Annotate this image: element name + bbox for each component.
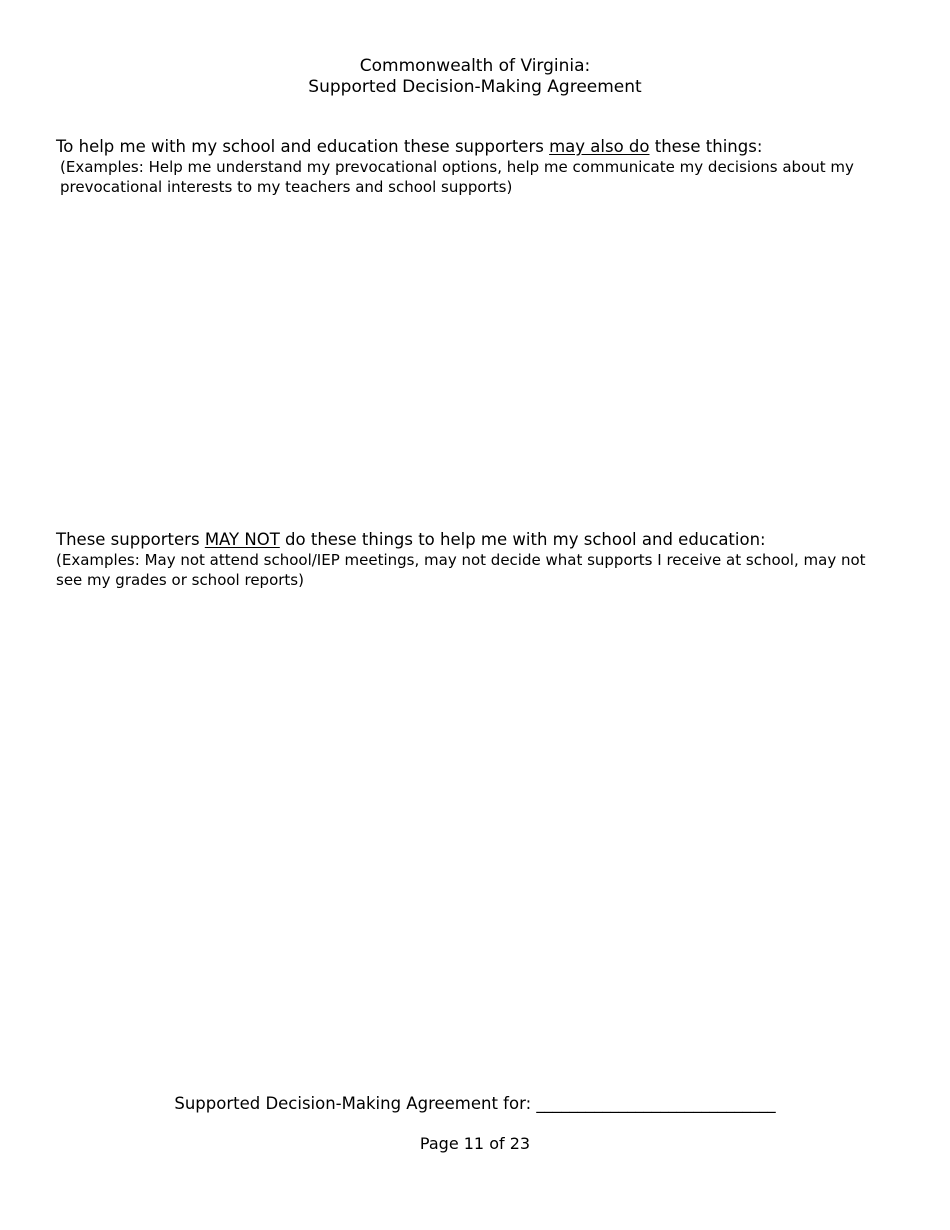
allowed-actions-prompt	[56, 136, 896, 157]
page-number: Page 11 of 23	[419, 1134, 531, 1153]
header-jurisdiction: Commonwealth of Virginia:	[359, 56, 591, 76]
allowed-actions-examples: (Examples: Help me understand my prevocational options, help me communicate my decisions about my prevocational interests to my teachers and school supports)	[60, 158, 854, 196]
header-document-title: Supported Decision-Making Agreement	[308, 77, 642, 97]
allowed-prompt-emphasis: may also do	[549, 137, 650, 156]
allowed-prompt-text-before: To help me with my school and education these supporters	[56, 137, 550, 156]
allowed-actions-answer-area[interactable]	[56, 203, 876, 513]
prohibited-actions-examples: (Examples: May not attend school/IEP meetings, may not decide what supports I receive at school, may not see my grades or school reports)	[56, 551, 866, 589]
prohibited-actions-prompt	[56, 529, 896, 550]
prohibited-actions-section	[56, 529, 896, 1076]
agreement-for-name-blank[interactable]: _____________________________	[536, 1094, 776, 1113]
document-header	[0, 56, 950, 98]
agreement-for-line	[0, 1093, 950, 1114]
allowed-prompt-text-after: these things:	[649, 137, 763, 156]
prohibited-prompt-text-before: These supporters	[56, 530, 205, 549]
agreement-for-label: Supported Decision-Making Agreement for:	[174, 1094, 537, 1113]
allowed-actions-section	[56, 136, 896, 513]
prohibited-prompt-emphasis: MAY NOT	[204, 530, 280, 549]
prohibited-actions-answer-area[interactable]	[56, 596, 876, 1076]
prohibited-prompt-text-after: do these things to help me with my school and education:	[279, 530, 766, 549]
